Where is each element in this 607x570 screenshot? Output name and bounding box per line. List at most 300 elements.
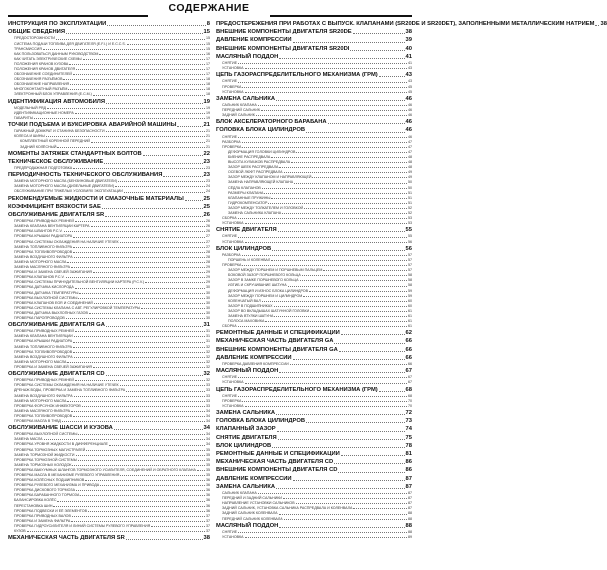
toc-dot-leader	[78, 460, 205, 461]
toc-page-number: 61	[408, 313, 412, 318]
toc-page-number: 26	[206, 219, 210, 224]
toc-entry-title: ЗАМЕНА ВОЗДУШНОГО ФИЛЬТРА	[14, 354, 73, 359]
toc-page-number: 89	[408, 534, 412, 539]
toc-dot-leader	[245, 68, 407, 69]
toc-dot-leader	[83, 59, 205, 60]
toc-page-number: 34	[206, 442, 210, 447]
toc-page-number: 36	[206, 503, 210, 508]
toc-page-number: 32	[203, 371, 210, 378]
toc-page-number: 31	[203, 322, 210, 329]
toc-entry-title: МАСЛЯНЫЙ ПОДДОН	[216, 368, 279, 375]
toc-entry-title: ПЕРЕДНИЙ И ЗАДНИЙ САЛЬНИКИ	[222, 496, 282, 501]
toc-page-number: 55	[408, 234, 412, 239]
toc-page-number: 37	[206, 518, 210, 523]
toc-dot-leader	[114, 429, 203, 430]
toc-section-heading	[216, 36, 412, 44]
toc-dot-leader	[75, 221, 205, 222]
toc-page-number: 47	[408, 139, 412, 144]
toc-page-number: 30	[206, 285, 210, 290]
toc-entry-title: МАСЛЯНЫЙ ПОДДОН	[216, 522, 279, 529]
toc-page-number: 15	[206, 41, 210, 46]
toc-dot-leader	[350, 50, 404, 51]
toc-page-number: 33	[206, 383, 210, 388]
toc-dot-leader	[71, 267, 205, 268]
toc-entry-title: КАК ПОЛЬЗОВАТЬСЯ ДАННЫМ РУКОВОДСТВОМ	[14, 51, 99, 56]
toc-dot-leader	[73, 74, 205, 75]
toc-dot-leader	[76, 69, 205, 70]
toc-entry-title: КОЭФФИЦИЕНТ ВЯЗКОСТИ SAE	[8, 203, 101, 210]
toc-entry-title: СНЯТИЕ	[222, 375, 237, 380]
toc-dot-leader	[279, 527, 404, 528]
toc-dot-leader	[93, 367, 205, 368]
toc-section-heading	[216, 466, 412, 474]
toc-entry-title: ПРОВЕРКА ВЫХЛОПНОЙ СИСТЕМЫ	[14, 432, 78, 437]
toc-dot-leader	[53, 506, 205, 507]
toc-page-number: 28	[206, 249, 210, 254]
toc-page-number: 43	[405, 72, 412, 79]
toc-page-number: 27	[206, 239, 210, 244]
toc-entry-title: ПРОВЕРКА СИСТЕМЫ ОХЛАЖДЕНИЯ НА НАЛИЧИЕ УТЕЧЕК	[14, 383, 119, 388]
toc-section-heading	[216, 425, 412, 433]
toc-entry-title: МОДЕЛЬНЫЙ РЯД	[14, 105, 46, 110]
toc-entry-title: БЛОК АКСЕЛЕРАТОРНОГО БАРАБАНА	[216, 119, 327, 126]
toc-dot-leader	[76, 455, 205, 456]
toc-entry-title: ПРОВЕРКА ГИДРОУСИЛИТЕЛЯ И ЛИНИЙ СИСТЕМЫ РУЛЕВОГО УПРАВЛЕНИЯ	[14, 523, 151, 528]
toc-entry-title: МОМЕНТЫ ЗАТЯЖЕК СТАНДАРТНЫХ БОЛТОВ	[8, 150, 142, 157]
toc-entry-title: ОБСЛУЖИВАНИЕ ДВИГАТЕЛЯ CD	[8, 371, 105, 378]
toc-page-number: 57	[408, 268, 412, 273]
toc-entry-title: БАЛАНСИРОВКА КОЛЁС	[14, 498, 57, 503]
toc-page-number: 51	[408, 190, 412, 195]
toc-dot-leader	[127, 44, 205, 45]
toc-entry-title: ОБЩИЕ СВЕДЕНИЯ	[8, 29, 65, 36]
toc-page-number: 32	[206, 378, 210, 383]
toc-page-number: 66	[408, 362, 412, 367]
toc-entry-title: ПРОВЕРКА ФОРСУНОК ИНЖЕКТОРОВ	[14, 403, 81, 408]
toc-page-number: 46	[408, 134, 412, 139]
toc-entry-title: КЛАПАННЫЙ ЗАЗОР	[216, 426, 276, 433]
toc-section-heading	[216, 442, 412, 450]
toc-page-number: 46	[405, 119, 412, 126]
toc-dot-leader	[265, 321, 407, 322]
toc-page-number: 33	[206, 403, 210, 408]
toc-page-number: 34	[203, 425, 210, 432]
toc-entry-title: ПРОВЕРКА ПОДВЕСКИ И ЕЁ ЭЛЕМЕНТОВ	[14, 508, 87, 513]
toc-entry-title: ЦЕПЬ ГАЗОРАСПРЕДЕЛИТЕЛЬНОГО МЕХАНИЗМА (ГРМ)	[216, 72, 378, 79]
toc-entry-title: ИДЕНТИФИКАЦИОННЫЕ НОМЕРА	[14, 110, 74, 115]
toc-page-number: 35	[206, 467, 210, 472]
toc-page-number: 38	[203, 535, 210, 542]
toc-entry-title: САЛЬНИК КЛАПАНА	[222, 491, 257, 496]
toc-entry-title: ТЕХНИЧЕСКОЕ ОБСЛУЖИВАНИЕ	[8, 158, 104, 165]
toc-page-number: 32	[206, 349, 210, 354]
toc-entry-title: ЗАЗОР ШЕЕК РАСПРЕДВАЛА	[228, 165, 279, 170]
toc-dot-leader	[75, 288, 205, 289]
toc-entry-title: ЗАМЕНА МАСЛА	[14, 437, 43, 442]
toc-entry-title: ЗАМЕНА ТОРМОЗНОЙ ЖИДКОСТИ	[14, 452, 75, 457]
toc-dot-leader	[242, 255, 407, 256]
toc-page-number: 47	[408, 149, 412, 154]
toc-dot-leader	[268, 203, 407, 204]
toc-page-number: 30	[206, 310, 210, 315]
toc-page-number: 23	[206, 179, 210, 184]
toc-dot-leader	[126, 539, 203, 540]
toc-dot-leader	[89, 313, 205, 314]
toc-entry-title: ЗАМЕНА ТОРМОЗНЫХ КОЛОДОК	[14, 462, 72, 467]
toc-page-number: 87	[408, 496, 412, 501]
toc-entry-title: ПРОВЕРКА ДАТЧИКА ТЕМПЕРАТУРЫ	[14, 290, 79, 295]
toc-entry-title: ПРОВЕРКА СИСТЕМЫ КЛАПАНА С АВТ. РЕГУЛИРОВКОЙ ТЕМПЕРАТУРЫ	[14, 305, 141, 310]
toc-dot-leader	[79, 293, 205, 294]
toc-dot-leader	[86, 450, 205, 451]
toc-entry-title: ЗАМЕНА МАСЛЯНОГО ФИЛЬТРА	[14, 265, 71, 270]
toc-section-heading	[216, 20, 607, 28]
toc-dot-leader	[91, 142, 205, 143]
toc-page-number: 30	[206, 305, 210, 310]
toc-dot-leader	[279, 514, 407, 515]
toc-entry-title: ЗАЗОР В ЗАМКЕ ПОРШНЕВОГО КОЛЬЦА	[228, 278, 299, 283]
toc-section-heading	[8, 211, 210, 219]
toc-entry-title: ПРОВЕРКА	[222, 398, 242, 403]
toc-page-number: 57	[408, 263, 412, 268]
toc-page-number: 18	[206, 87, 210, 92]
toc-page-number: 33	[206, 388, 210, 393]
toc-entry-title: СНЯТИЕ	[222, 529, 237, 534]
toc-entry-title: ПРОВЕРКА МАСЛА В ТНВД	[14, 418, 61, 423]
toc-dot-leader	[278, 439, 405, 440]
toc-dot-leader	[288, 286, 407, 287]
toc-dot-leader	[44, 439, 206, 440]
toc-page-number: 39	[405, 37, 412, 44]
toc-page-number: 37	[206, 513, 210, 518]
toc-dot-leader	[238, 326, 407, 327]
toc-dot-leader	[334, 343, 404, 344]
toc-entry-title: ПОРШЕНЬ И КОЛЕНВАЛ	[228, 257, 271, 262]
toc-dot-leader	[197, 470, 205, 471]
toc-dot-leader	[106, 375, 203, 376]
toc-dot-leader	[283, 498, 407, 499]
toc-page-number: 21	[206, 134, 210, 139]
toc-dot-leader	[271, 198, 407, 199]
toc-entry-title: ПРОВЕРКА	[222, 144, 242, 149]
toc-dot-leader	[304, 208, 407, 209]
toc-entry-title: ПРОВЕРКА ШЛАНГОВ P.C.V.	[14, 229, 63, 234]
toc-page-number: 32	[206, 359, 210, 364]
toc-page-number: 29	[206, 265, 210, 270]
toc-page-number: 48	[408, 165, 412, 170]
toc-dot-leader	[309, 291, 407, 292]
toc-page-number: 29	[206, 270, 210, 275]
toc-section-heading	[216, 367, 412, 375]
toc-page-number: 36	[206, 508, 210, 513]
toc-dot-leader	[379, 391, 405, 392]
toc-entry-title: ЗАЗОР МЕЖДУ КЛАПАНОМ И НАПРАВЛЯЮЩЕЙ	[228, 175, 312, 180]
toc-entry-title: МЕХАНИЧЕСКАЯ ЧАСТЬ ДВИГАТЕЛЯ GA	[216, 338, 334, 345]
toc-entry-title: ЗАЗОР ВО ВКЛАДЫШАХ ШАТУННОЙ ГОЛОВКИ	[228, 308, 310, 313]
toc-entry-title: ОБСЛУЖИВАНИЕ ШАССИ И КУЗОВА	[8, 425, 113, 432]
toc-page-number: 45	[408, 84, 412, 89]
toc-page-number: 46	[408, 107, 412, 112]
toc-entry-title: СНЯТИЕ ДВИГАТЕЛЯ	[216, 227, 277, 234]
toc-page-number: 35	[206, 457, 210, 462]
toc-section-heading	[216, 126, 412, 134]
toc-dot-leader	[73, 247, 205, 248]
toc-dot-leader	[242, 265, 407, 266]
toc-entry-title: КЛАПАННЫЕ ПРУЖИНЫ	[228, 195, 271, 200]
toc-dot-leader	[69, 64, 205, 65]
toc-page-number: 72	[405, 410, 412, 417]
toc-page-number: 26	[206, 229, 210, 234]
toc-dot-leader	[100, 485, 205, 486]
toc-page-number: 24	[206, 184, 210, 189]
toc-entry-title: ОБСЛУЖИВАНИЕ ДВИГАТЕЛЯ GA	[8, 322, 105, 329]
toc-dot-leader	[73, 168, 205, 169]
toc-entry-title: ТОЧКИ ПОДЪЕМА И БУКСИРОВКА АВАРИЙНОЙ МАШИНЫ	[8, 122, 177, 129]
toc-dot-leader	[256, 115, 407, 116]
toc-dot-leader	[274, 306, 407, 307]
toc-page-number: 19	[203, 98, 210, 105]
toc-page-number: 33	[206, 393, 210, 398]
toc-page-number: 23	[203, 172, 210, 179]
toc-dot-leader	[296, 152, 407, 153]
toc-section-heading	[8, 20, 210, 28]
toc-section-heading	[8, 203, 210, 211]
toc-dot-leader	[27, 531, 205, 532]
toc-section-heading	[216, 458, 412, 466]
toc-page-number: 40	[405, 45, 412, 52]
toc-page-number: 50	[408, 180, 412, 185]
toc-page-number: 57	[408, 257, 412, 262]
toc-dot-leader	[258, 493, 407, 494]
toc-page-number: 61	[408, 308, 412, 313]
toc-dot-leader	[323, 270, 407, 271]
toc-entry-title: ПРОВЕРКА УРОВНЯ ЖИДКОСТИ В ДИФФЕРЕНЦИАЛЕ	[14, 442, 108, 447]
toc-page-number: 70	[408, 403, 412, 408]
toc-page-number: 51	[408, 200, 412, 205]
toc-dot-leader	[46, 136, 205, 137]
toc-page-number: 67	[408, 380, 412, 385]
toc-dot-leader	[245, 92, 407, 93]
toc-entry-title: ДАВЛЕНИЕ КОМПРЕССИИ	[216, 37, 292, 44]
toc-entry-title: ОБОЗНАЧЕНИЯ РАЗЪЁМОВ	[14, 77, 63, 82]
toc-entry-title: ПРОВЕРКА ДАТЧИКА ВЫХЛОПНЫХ ГАЗОВ	[14, 310, 88, 315]
toc-dot-leader	[279, 58, 404, 59]
toc-entry-title: ЗАМЕНА САЛЬНИКА	[216, 483, 276, 490]
toc-entry-title: УСТАНОВКА	[222, 534, 244, 539]
toc-entry-title: ЗАМЕНА ВОЗДУШНОГО ФИЛЬТРА	[14, 393, 73, 398]
toc-entry-title: УСТАНОВКА	[222, 380, 244, 385]
toc-page-number: 25	[203, 195, 210, 202]
toc-dot-leader	[284, 519, 407, 520]
toc-section-heading	[8, 321, 210, 329]
toc-dot-leader	[120, 475, 205, 476]
toc-entry-title: ДАВЛЕНИЕ КОМПРЕССИИ	[216, 354, 292, 361]
toc-entry-title: МНОГОКОНТАКТНЫЙ РАЗЪЁМ	[14, 87, 68, 92]
toc-entry-title: БИЕНИЕ РАСПРЕДВАЛА	[228, 154, 271, 159]
toc-entry-title: ИНСТРУКЦИЯ ПО ЭКСПЛУАТАЦИИ	[8, 21, 107, 27]
toc-page-number: 22	[203, 150, 210, 157]
toc-entry-title: ПРОВЕРКА РУЛЕВОГО МЕХАНИЗМА И ПРИВОДА	[14, 483, 100, 488]
toc-page-number: 31	[206, 339, 210, 344]
toc-dot-leader	[264, 193, 407, 194]
toc-entry-title: ПОЛОЖЕНИЯ КРАНОВ ДВИГАТЕЛЯ	[14, 66, 76, 71]
toc-entry-title: ЗАМЕНА МОТОРНОГО МАСЛА (ДИЗЕЛЬНЫЕ ДВИГАТЕЛИ)	[14, 184, 115, 189]
toc-page-number: 62	[405, 330, 412, 337]
toc-page-number: 17	[206, 56, 210, 61]
toc-section-heading	[216, 28, 412, 36]
toc-page-number: 51	[408, 195, 412, 200]
toc-entry-title: ПРОВЕРКА	[222, 84, 242, 89]
toc-page-number: 17	[206, 66, 210, 71]
toc-page-number: 41	[408, 61, 412, 66]
toc-dot-leader	[67, 262, 205, 263]
toc-dot-leader	[310, 311, 407, 312]
toc-section-heading	[216, 337, 412, 345]
toc-dot-leader	[279, 167, 407, 168]
toc-entry-title: СНЯТИЕ	[222, 61, 237, 66]
toc-entry-title: ПРОВЕРКА МАСЛА В МЕХАНИЗМЕ РУЛЕВОГО УПРАВЛЕНИЯ	[14, 473, 120, 478]
toc-dot-leader	[185, 200, 203, 201]
toc-entry-title: ГОЛОВКА БЛОКА ЦИЛИНДРОВ	[216, 418, 306, 425]
toc-entry-title: ЗАМЕНА ТОПЛИВНОГО ФИЛЬТРА	[14, 244, 73, 249]
toc-page-number: 87	[405, 475, 412, 482]
toc-dot-leader	[291, 162, 407, 163]
toc-entry-title: ЗАМЕНА ВОЗДУШНОГО ФИЛЬТРА	[14, 254, 73, 259]
toc-entry-title: ПРОВЕРКА ДАТЧИКА КИСЛОРОДА	[14, 285, 74, 290]
toc-section-heading	[216, 346, 412, 354]
toc-dot-leader	[238, 396, 407, 397]
toc-section-heading	[216, 95, 412, 103]
toc-page-number: 8	[206, 21, 210, 27]
toc-page-number: 53	[408, 216, 412, 221]
toc-dot-leader	[75, 331, 205, 332]
toc-entry-title: ПРОВЕРКА ПРИВОДНЫХ РЕМНЕЙ	[14, 329, 74, 334]
toc-page-number: 18	[206, 92, 210, 97]
title-rule-left	[8, 15, 148, 17]
toc-entry-title: УСТАНОВКА	[222, 89, 244, 94]
toc-entry-title: БЛОК ЦИЛИНДРОВ	[216, 442, 272, 449]
toc-section-heading	[216, 522, 412, 530]
toc-dot-leader	[290, 364, 407, 365]
toc-entry-title: ЗАМЕНА МОТОРНОГО МАСЛА	[14, 259, 67, 264]
toc-page-number: 30	[206, 295, 210, 300]
toc-dot-leader	[80, 495, 205, 496]
toc-page-number: 60	[408, 298, 412, 303]
toc-page-number: 52	[408, 205, 412, 210]
toc-entry-title: ВНЕШНИЕ КОМПОНЕНТЫ ДВИГАТЕЛЯ GA	[216, 346, 338, 353]
toc-entry-title: ЭЛЕКТРОННЫЙ БЛОК УПРАВЛЕНИЯ (E.C.M.)	[14, 92, 92, 97]
toc-page-number: 49	[408, 175, 412, 180]
toc-entry-title: ДРЕНАЖ ВОДЫ, ПРОВЕРКА И ЗАМЕНА ТОПЛИВНОГО ФИЛЬТРА	[14, 388, 126, 393]
toc-entry-title: САЛЬНИК КЛАПАНА	[222, 102, 257, 107]
toc-page-number: 88	[408, 511, 412, 516]
toc-entry-title: ПРОВЕРКА И ЗАМЕНА СВЕЧЕЙ ЗАЖИГАНИЯ	[14, 364, 93, 369]
toc-entry-title: РАЗМЕРЫ КЛАПАНА	[228, 190, 264, 195]
toc-page-number: 29	[206, 275, 210, 280]
toc-dot-leader	[43, 49, 205, 50]
toc-dot-leader	[93, 272, 205, 273]
toc-page-number: 19	[206, 105, 210, 110]
toc-dot-leader	[70, 84, 205, 85]
toc-entry	[216, 535, 412, 540]
toc-dot-leader	[334, 463, 404, 464]
toc-section-heading	[216, 483, 412, 491]
toc-dot-leader	[293, 480, 405, 481]
toc-page-number: 15	[203, 29, 210, 36]
page-title: СОДЕРЖАНИЕ	[168, 2, 250, 14]
toc-dot-leader	[68, 89, 205, 90]
toc-page-number: 43	[408, 79, 412, 84]
toc-page-number: 46	[405, 95, 412, 102]
toc-entry-title: ЗАМЕНА МОТОРНОГО МАСЛА	[14, 359, 67, 364]
toc-page-number: 49	[408, 170, 412, 175]
toc-page-number: 59	[408, 293, 412, 298]
toc-page-number: 75	[405, 434, 412, 441]
toc-column-right	[216, 20, 607, 568]
toc-page-number: 56	[405, 245, 412, 252]
toc-entry-title: ПРЕДПРОДАЖНАЯ ПОДГОТОВКА	[14, 166, 73, 170]
toc-entry-title: СЁДЛА КЛАПАНОВ	[228, 185, 261, 190]
toc-page-number: 35	[206, 447, 210, 452]
toc-page-number: 32	[206, 364, 210, 369]
toc-entry-title: ЗАМЕНА НАПРАВЛЯЮЩЕЙ КЛАПАНА	[228, 180, 294, 185]
toc-section-heading	[216, 45, 412, 53]
toc-page-number: 21	[206, 129, 210, 134]
toc-entry-title: МАСЛЯНЫЙ ПОДДОН	[216, 53, 279, 60]
toc-page-number: 37	[206, 529, 210, 534]
toc-page-number: 61	[408, 319, 412, 324]
toc-section-heading	[8, 370, 210, 378]
toc-dot-leader	[67, 362, 205, 363]
toc-entry-title: ПРОВЕРКА ПАРОПРОВОДОВ	[14, 315, 65, 320]
toc-entry-title: ПРОВЕРКА	[222, 263, 242, 268]
toc-dot-leader	[177, 126, 202, 127]
toc-entry-title: РЕМОНТНЫЕ ДАННЫЕ И СПЕЦИФИКАЦИИ	[216, 451, 340, 458]
toc-page-number: 19	[206, 115, 210, 120]
toc-page-number: 86	[405, 459, 412, 466]
toc-entry-title: ЗАМЕНА САЛЬНИКА	[216, 410, 276, 417]
toc-section-heading	[8, 171, 210, 179]
toc-dot-leader	[73, 252, 205, 253]
toc-entry-title: ЗАМЕНА МОТОРНОГО МАСЛА (БЕНЗИНОВЫЕ ДВИГАТЕЛИ)	[14, 179, 118, 184]
toc-page-number: 59	[408, 288, 412, 293]
toc-page-number: 36	[206, 498, 210, 503]
toc-dot-leader	[94, 303, 205, 304]
toc-dot-leader	[67, 401, 205, 402]
toc-dot-leader	[245, 383, 407, 384]
toc-page-number: 45	[408, 89, 412, 94]
toc-section-heading	[216, 71, 412, 79]
toc-dot-leader	[75, 113, 205, 114]
toc-entry-title: ОБСЛУЖИВАНИЕ ДВИГАТЕЛЯ SR	[8, 211, 105, 218]
toc-page-number: 66	[405, 346, 412, 353]
toc-entry-title: ОБОЗНАЧЕНИЕ НАПРАВЛЕНИЯ	[14, 82, 70, 87]
toc-entry-title: ПРОВЕРКА ТОПЛИВОПРОВОДОВ	[14, 413, 73, 418]
toc-entry-title: ПРОВЕРКА КРЫШКИ РАДИАТОРА	[14, 234, 73, 239]
toc-page-number: 21	[206, 144, 210, 149]
toc-page-number: 46	[408, 102, 412, 107]
toc-dot-leader	[312, 177, 407, 178]
toc-page-number: 86	[405, 467, 412, 474]
toc-dot-leader	[34, 118, 205, 119]
toc-entry-title: ОБСЛУЖИВАНИЕ ПРИ ТЯЖЁЛЫХ УСЛОВИЯХ ЭКСПЛУАТАЦИИ	[14, 189, 123, 194]
toc-section-heading	[216, 417, 412, 425]
toc-entry-title: НАПРАВЛЕНИЕ УСТАНОВКИ САЛЬНИКОВ	[222, 501, 295, 506]
toc-page-number: 21	[203, 122, 210, 129]
toc-entry-title: СНЯТИЕ	[222, 134, 237, 139]
toc-entry-title: ЗАЗОР В ПОДШИПНИКАХ	[228, 303, 273, 308]
toc-dot-leader	[151, 526, 205, 527]
